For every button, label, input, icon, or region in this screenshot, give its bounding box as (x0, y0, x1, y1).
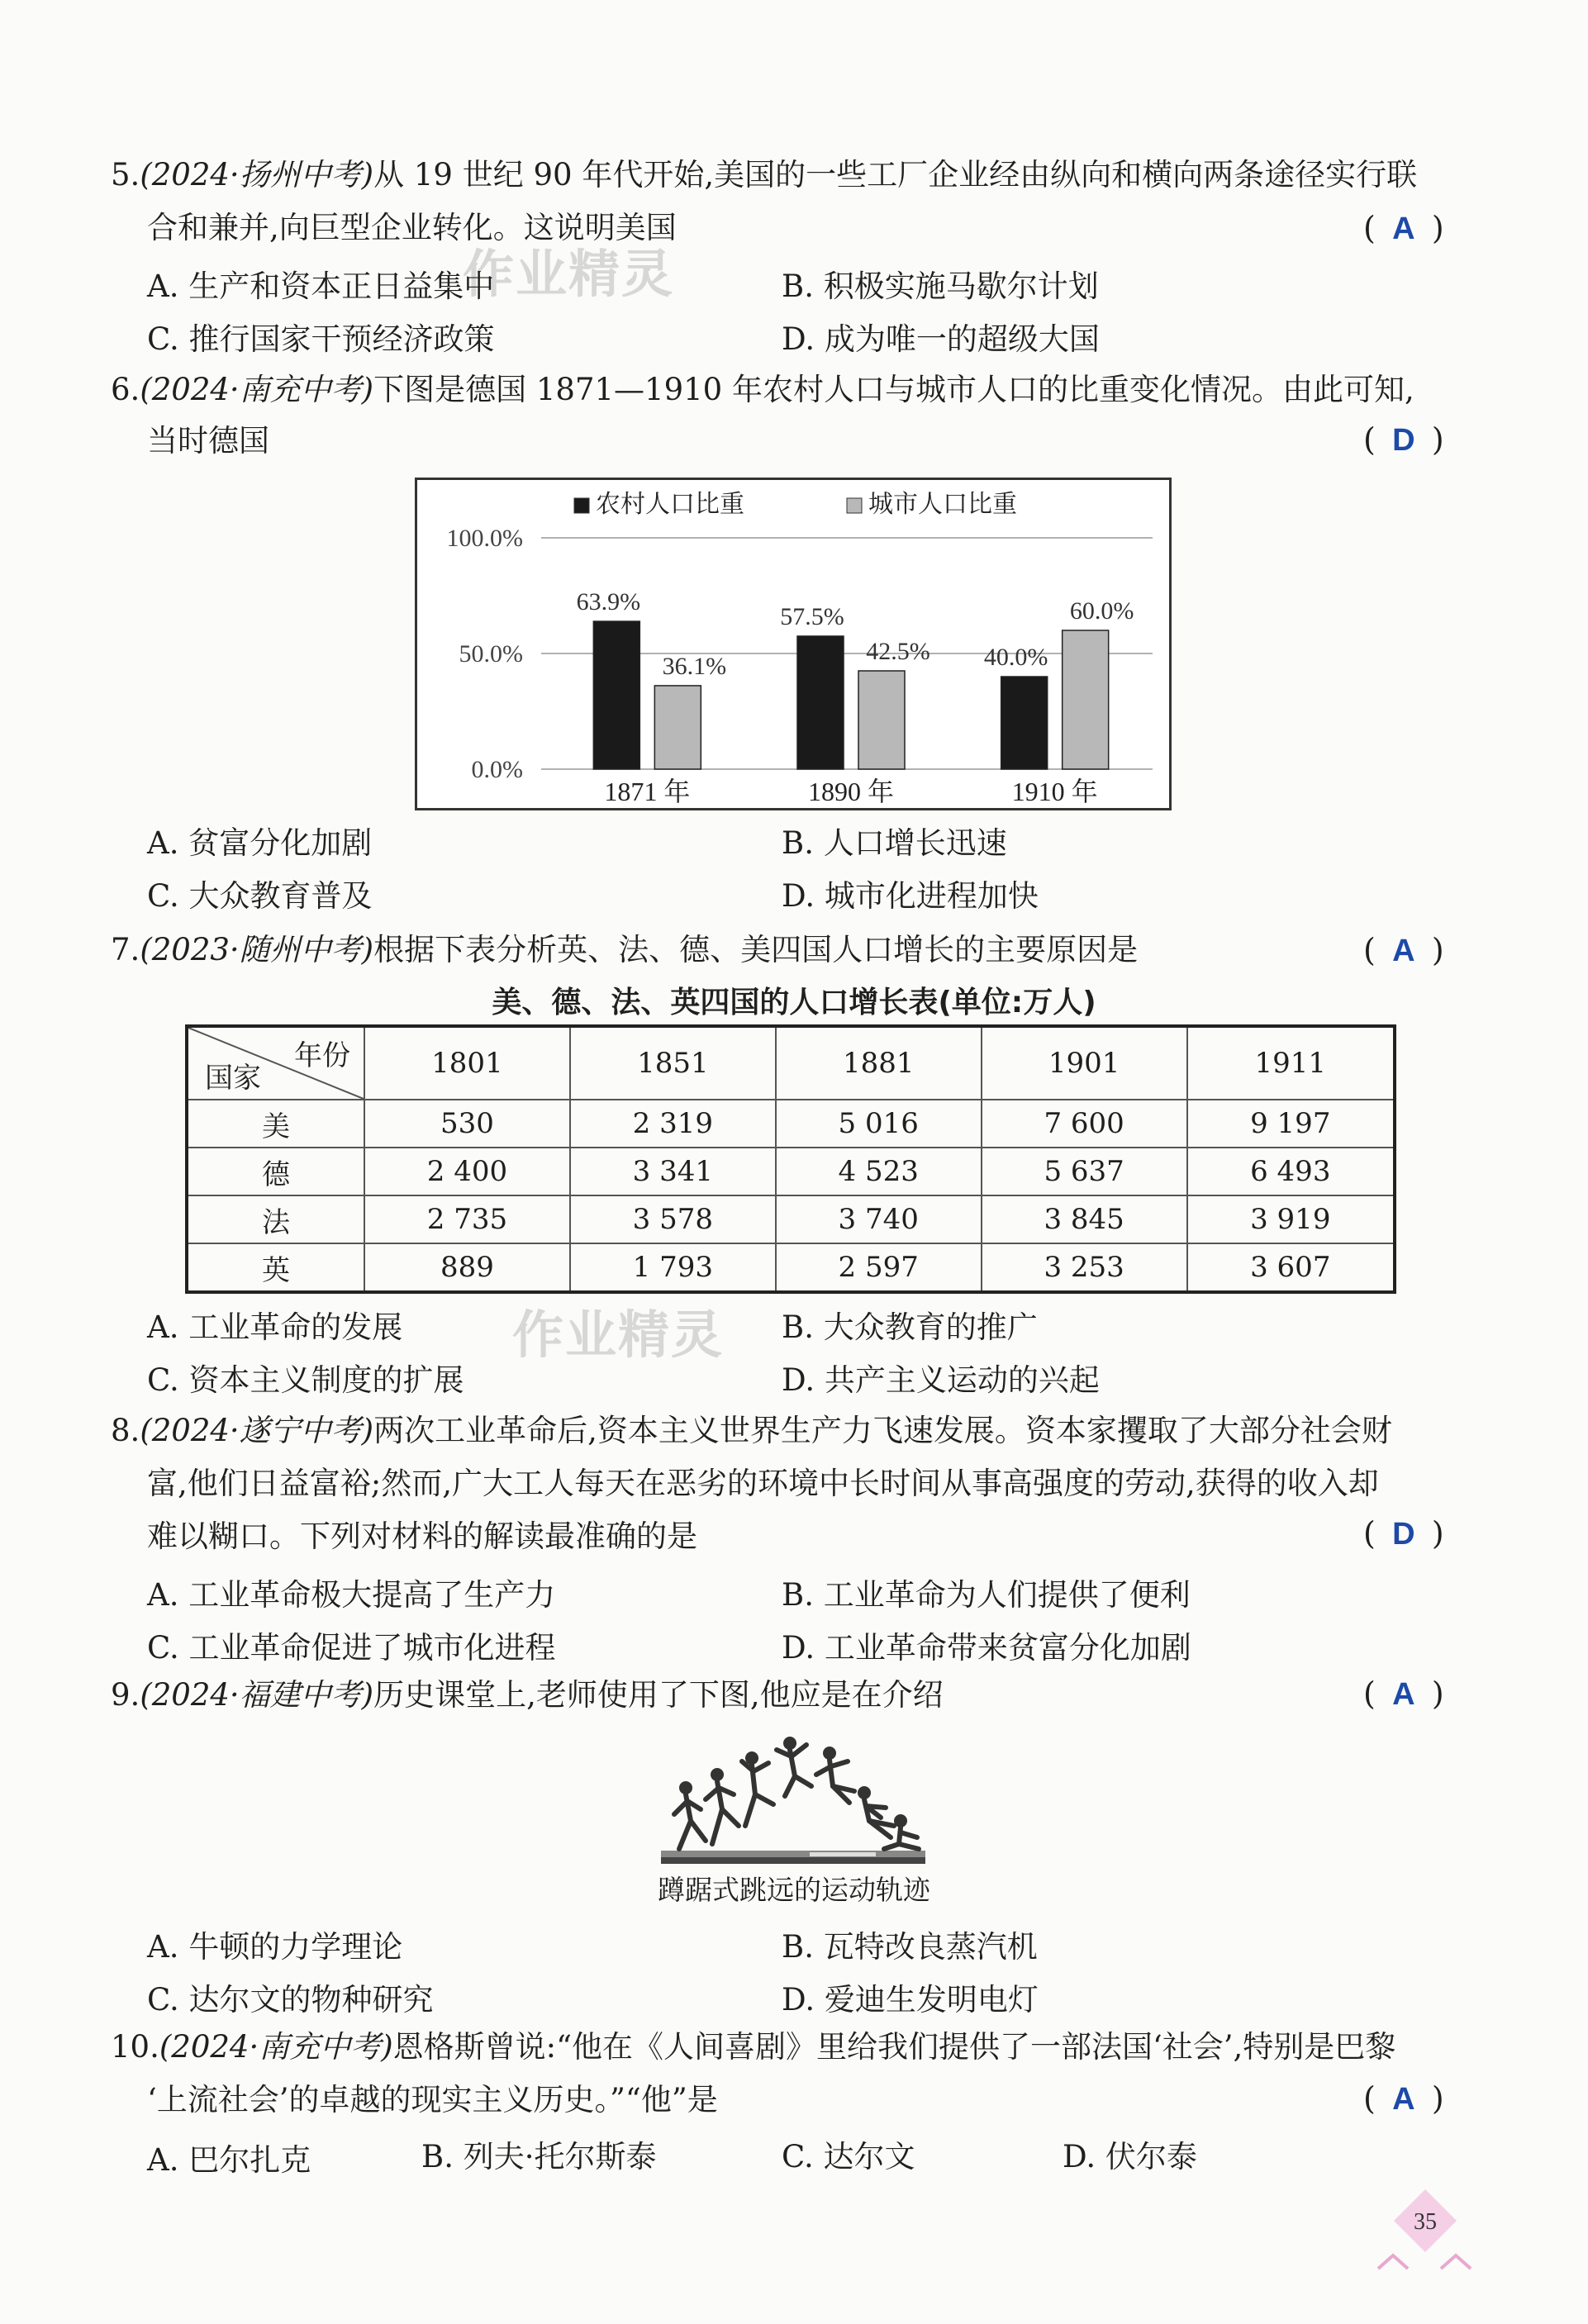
q6-option-c[interactable]: C. 大众教育普及 (147, 878, 373, 914)
legend-label: 农村人口比重 (596, 490, 744, 519)
page-number-badge (1392, 2188, 1458, 2254)
q10-stem-line1: 10.(2024·南充中考)恩格斯曾说:“他在《人间喜剧》里给我们提供了一部法国‘社会’,特别是巴黎 (111, 2029, 1396, 2065)
y-tick-label: 0.0% (471, 756, 523, 783)
bar (654, 686, 701, 769)
page-number: 35 (1414, 2209, 1437, 2235)
table-cell: 3 578 (570, 1195, 776, 1243)
header-year-1881: 1881 (776, 1026, 982, 1100)
q9-option-d[interactable]: D. 爱迪生发明电灯 (782, 1982, 1039, 2017)
data-label: 42.5% (866, 638, 930, 665)
watermark: 作业精灵 (512, 1305, 725, 1365)
q6-option-b[interactable]: B. 人口增长迅速 (782, 825, 1007, 861)
table-row (187, 1243, 1395, 1292)
row-country: 德 (187, 1148, 364, 1195)
header-year-1911: 1911 (1187, 1026, 1395, 1100)
table-cell: 5 637 (982, 1148, 1187, 1195)
q8-stem-line1: 8.(2024·遂宁中考)两次工业革命后,资本主义世界生产力飞速发展。资本家攫取了大部分社会财 (111, 1413, 1392, 1448)
legend-label: 城市人口比重 (868, 490, 1017, 519)
q9-stem-line1: 9.(2024·福建中考)历史课堂上,老师使用了下图,他应是在介绍 (111, 1677, 944, 1713)
table-title: 美、德、法、英四国的人口增长表(单位:万人) (492, 986, 1096, 1019)
track-shadow (661, 1857, 925, 1864)
table-cell: 3 607 (1187, 1243, 1395, 1292)
row-country: 美 (187, 1100, 364, 1148)
table-cell: 5 016 (776, 1100, 982, 1148)
data-label: 63.9% (576, 588, 641, 616)
q9-answer: ( A ) (1363, 1675, 1444, 1712)
table-row (187, 1148, 1395, 1195)
q8-stem-line2: 富,他们日益富裕;然而,广大工人每天在恶劣的环境中长时间从事高强度的劳动,获得的收入却 (147, 1466, 1379, 1501)
bar (593, 621, 639, 769)
population-chart (415, 478, 1172, 810)
watermark: 作业精灵 (463, 244, 675, 304)
bar (858, 671, 905, 769)
data-label: 57.5% (780, 603, 844, 630)
header-year-label: 年份 (294, 1039, 350, 1072)
header-year-1901: 1901 (982, 1026, 1187, 1100)
x-tick-label: 1871 年 (604, 777, 691, 806)
data-label: 36.1% (662, 652, 727, 680)
table-cell: 4 523 (776, 1148, 982, 1195)
q8-option-a[interactable]: A. 工业革命极大提高了生产力 (147, 1577, 556, 1613)
table-cell: 2 597 (776, 1243, 982, 1292)
q10-option-b[interactable]: B. 列夫·托尔斯泰 (421, 2139, 657, 2174)
population-table (185, 1024, 1396, 1294)
sand-pit (810, 1852, 876, 1856)
q8-answer: ( D ) (1363, 1515, 1444, 1552)
q6-stem-line1: 6.(2024·南充中考)下图是德国 1871—1910 年农村人口与城市人口的比重变化情况。由此可知, (111, 372, 1414, 407)
table-cell: 3 919 (1187, 1195, 1395, 1243)
legend-swatch (847, 498, 862, 513)
legend-swatch (574, 498, 589, 513)
y-tick-label: 100.0% (446, 525, 523, 552)
x-tick-label: 1910 年 (1011, 777, 1098, 806)
table-row (187, 1195, 1395, 1243)
figure-caption: 蹲踞式跳远的运动轨迹 (658, 1874, 930, 1906)
bar (1001, 677, 1048, 769)
q6-stem-line2: 当时德国 (147, 423, 269, 459)
table-cell: 9 197 (1187, 1100, 1395, 1148)
q6-option-d[interactable]: D. 城市化进程加快 (782, 878, 1039, 914)
table-row (187, 1100, 1395, 1148)
q10-answer: ( A ) (1363, 2080, 1444, 2117)
data-label: 40.0% (983, 644, 1048, 671)
data-label: 60.0% (1069, 597, 1134, 625)
q6-option-a[interactable]: A. 贫富分化加剧 (147, 825, 373, 861)
header-year-1851: 1851 (570, 1026, 776, 1100)
table-cell: 7 600 (982, 1100, 1187, 1148)
row-country: 法 (187, 1195, 364, 1243)
x-tick-label: 1890 年 (807, 777, 895, 806)
table-header-row (187, 1026, 1395, 1100)
q8-option-d[interactable]: D. 工业革命带来贫富分化加剧 (782, 1630, 1191, 1666)
q5-answer: ( A ) (1363, 210, 1444, 246)
table-cell: 2 400 (364, 1148, 570, 1195)
chevron-decoration-icon (1375, 2247, 1474, 2272)
header-year-1801: 1801 (364, 1026, 570, 1100)
q7-option-c[interactable]: C. 资本主义制度的扩展 (147, 1362, 464, 1398)
q5-option-a[interactable]: A. 生产和资本正日益集中 (147, 269, 495, 304)
q7-answer: ( A ) (1363, 932, 1444, 968)
table-cell: 3 845 (982, 1195, 1187, 1243)
q7-option-d[interactable]: D. 共产主义运动的兴起 (782, 1362, 1100, 1398)
bar (1063, 630, 1109, 769)
bar (797, 636, 844, 769)
table-cell: 2 735 (364, 1195, 570, 1243)
header-country-label: 国家 (205, 1062, 261, 1095)
q5-option-c[interactable]: C. 推行国家干预经济政策 (147, 321, 495, 357)
q10-option-c[interactable]: C. 达尔文 (782, 2139, 915, 2174)
long-jump-illustration (653, 1728, 934, 1877)
q6-answer: ( D ) (1363, 421, 1444, 458)
y-tick-label: 50.0% (459, 640, 523, 668)
table-cell: 2 319 (570, 1100, 776, 1148)
table-corner-cell (187, 1026, 364, 1100)
q5-stem-line1: 5.(2024·扬州中考)从 19 世纪 90 年代开始,美国的一些工厂企业经由纵向和横向两条途径实行联 (111, 157, 1418, 192)
q9-option-c[interactable]: C. 达尔文的物种研究 (147, 1982, 434, 2017)
q9-option-a[interactable]: A. 牛顿的力学理论 (147, 1929, 403, 1965)
table-cell: 3 253 (982, 1243, 1187, 1292)
jumper-figures (674, 1737, 919, 1849)
q5-option-b[interactable]: B. 积极实施马歇尔计划 (782, 269, 1099, 304)
q9-option-b[interactable]: B. 瓦特改良蒸汽机 (782, 1929, 1038, 1965)
q10-stem-line2: ‘上流社会’的卓越的现实主义历史。”“他”是 (147, 2082, 718, 2117)
q8-option-b[interactable]: B. 工业革命为人们提供了便利 (782, 1577, 1191, 1613)
q5-option-d[interactable]: D. 成为唯一的超级大国 (782, 321, 1100, 357)
table-cell: 6 493 (1187, 1148, 1395, 1195)
q8-option-c[interactable]: C. 工业革命促进了城市化进程 (147, 1630, 556, 1666)
q5-stem-line2: 合和兼并,向巨型企业转化。这说明美国 (147, 210, 677, 245)
table-cell: 530 (364, 1100, 570, 1148)
q10-option-d[interactable]: D. 伏尔泰 (1063, 2139, 1197, 2174)
table-cell: 889 (364, 1243, 570, 1292)
table-cell: 3 740 (776, 1195, 982, 1243)
q10-option-a[interactable]: A. 巴尔扎克 (147, 2142, 311, 2178)
q7-option-b[interactable]: B. 大众教育的推广 (782, 1309, 1038, 1345)
table-cell: 1 793 (570, 1243, 776, 1292)
table-cell: 3 341 (570, 1148, 776, 1195)
q8-stem-line3: 难以糊口。下列对材料的解读最准确的是 (147, 1518, 697, 1554)
q7-option-a[interactable]: A. 工业革命的发展 (147, 1309, 403, 1345)
q7-stem-line1: 7.(2023·随州中考)根据下表分析英、法、德、美四国人口增长的主要原因是 (111, 932, 1139, 967)
population-chart-svg (417, 480, 1169, 808)
row-country: 英 (187, 1243, 364, 1292)
